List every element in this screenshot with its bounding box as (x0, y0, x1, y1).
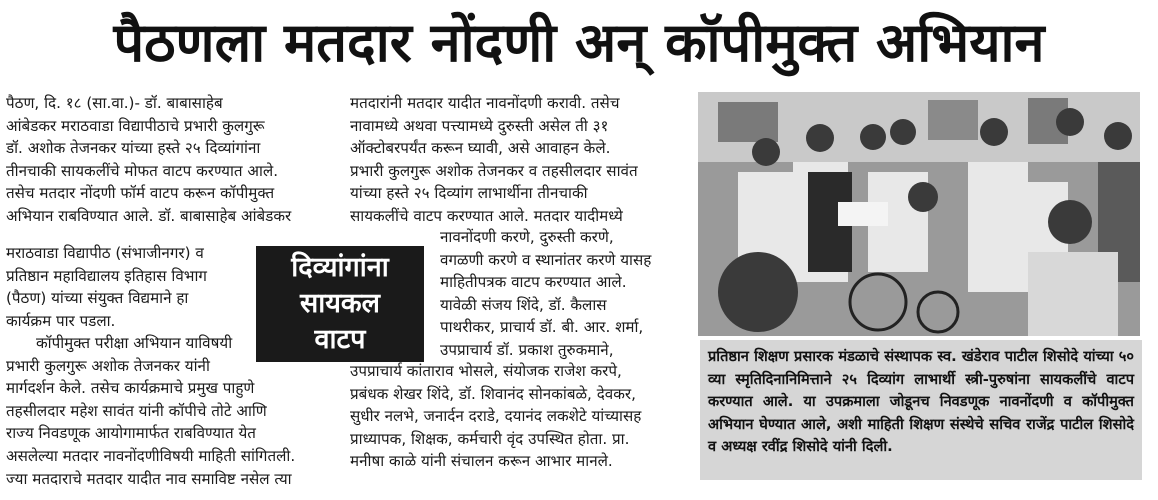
article-column-1-mid (6, 242, 250, 332)
text-line: प्रभारी कुलगुरू अशोक तेजनकर व तहसीलदार सावंत (350, 161, 638, 180)
text-line: सुधीर नलभे, जनार्दन दराडे, दयानंद लकशेटे यांच्यासह (350, 407, 642, 426)
article-column-2-top (350, 92, 688, 228)
text-line: तसेच मतदार नोंदणी फॉर्म वाटप करून कॉपीमुक्त (6, 184, 275, 203)
subheading-box (256, 246, 424, 362)
text-line: ज्या मतदाराचे मतदार यादीत नाव समाविष्ट नसेल त्या (6, 469, 292, 488)
text-line: मतदारांनी मतदार यादीत नावनोंदणी करावी. तसेच (350, 94, 620, 112)
text-line: पाथरीकर, प्राचार्य डॉ. बी. आर. शर्मा, (440, 318, 644, 337)
text-line: तीनचाकी सायकलींचे मोफत वाटप करण्यात आले. (6, 161, 279, 180)
text-line: असलेल्या मतदार नावनोंदणीविषयी माहिती सांगितली. (6, 446, 296, 465)
photo-caption: प्रतिष्ठान शिक्षण प्रसारक मंडळाचे संस्थापक स्व. खंडेराव पाटील शिसोदे यांच्या ५० व्या स्मृतिदिनानिमित्ताने २५ दिव्यांग लाभार्थी स्त्री-पुरुषांना सायकलींचे वाटप करण्यात आले. या उपक्रमाला जोडूनच निवडणूक नावनोंदणी व कॉपीमुक्त अभियान घेण्यात आले, अशी माहिती शिक्षण संस्थेचे सचिव राजेंद्र पाटील शिसोदे व अध्यक्ष रवींद्र शिसोदे यांनी दिली. (700, 340, 1142, 480)
text-line: प्रबंधक शेखर शिंदे, डॉ. शिवानंद सोनकांबळे, देवकर, (350, 384, 636, 403)
article-column-2-bottom (350, 360, 688, 473)
text-line: नावामध्ये अथवा पत्त्यामध्ये दुरुस्ती असेल ती ३१ (350, 116, 609, 135)
text-line: मार्गदर्शन केले. तसेच कार्यक्रमाचे प्रमुख पाहुणे (6, 379, 255, 398)
text-line: उपप्राचार्य कांताराव भोसले, संयोजक राजेश करपे, (350, 362, 622, 380)
text-line: प्रभारी कुलगुरू अशोक तेजनकर यांनी (6, 356, 210, 375)
text-line: यावेळी संजय शिंदे, डॉ. कैलास (440, 295, 607, 314)
text-line: कॉपीमुक्त परीक्षा अभियान याविषयी (36, 334, 233, 352)
text-line: माहितीपत्रक वाटप करण्यात आले. (440, 273, 627, 292)
headline: पैठणला मतदार नोंदणी अन् कॉपीमुक्त अभियान (113, 11, 1045, 74)
text-line: कार्यक्रम पार पडला. (6, 311, 116, 330)
article-column-2-mid (440, 226, 688, 362)
text-line: वगळणी करणे व स्थानांतर करणे यासह (440, 250, 652, 269)
subheading-line: सायकल (300, 288, 380, 319)
article-column-1-top (6, 92, 336, 228)
text-line: ऑक्टोबरपर्यंत करून घ्यावी, असे आवाहन केले. (350, 139, 611, 158)
news-photo (698, 92, 1140, 336)
text-line: नावनोंदणी करणे, दुरुस्ती करणे, (440, 228, 614, 246)
text-line: सायकलींचे वाटप करण्यात आले. मतदार यादीमध्ये (350, 206, 623, 225)
text-line: डॉ. अशोक तेजनकर यांच्या हस्ते २५ दिव्यांगांना (6, 139, 261, 158)
text-line: प्राध्यापक, शिक्षक, कर्मचारी वृंद उपस्थित होता. प्रा. (350, 429, 630, 448)
text-line: उपप्राचार्य डॉ. प्रकाश तुरुकमाने, (440, 340, 614, 359)
text-line: राज्य निवडणूक आयोगामार्फत राबविण्यात येत (6, 424, 256, 443)
text-line: पैठण, दि. १८ (सा.वा.)- डॉ. बाबासाहेब (6, 94, 223, 112)
subheading-line: दिव्यांगांना (291, 252, 389, 283)
text-line: यांच्या हस्ते २५ दिव्यांग लाभार्थीना तीनचाकी (350, 184, 588, 203)
subheading-line: वाटप (314, 324, 366, 355)
text-line: तहसीलदार महेश सावंत यांनी कॉपीचे तोटे आणि (6, 401, 267, 420)
text-line: (पैठण) यांच्या संयुक्त विद्यमाने हा (6, 289, 189, 308)
text-line: अभियान राबविण्यात आले. डॉ. बाबासाहेब आंबेडकर (6, 206, 292, 225)
text-line: मनीषा काळे यांनी संचालन करून आभार मानले. (350, 452, 613, 471)
text-line: मराठवाडा विद्यापीठ (संभाजीनगर) व (6, 244, 204, 262)
text-line: प्रतिष्ठान महाविद्यालय इतिहास विभाग (6, 266, 207, 285)
text-line: आंबेडकर मराठवाडा विद्यापीठाचे प्रभारी कुलगुरू (6, 116, 265, 135)
